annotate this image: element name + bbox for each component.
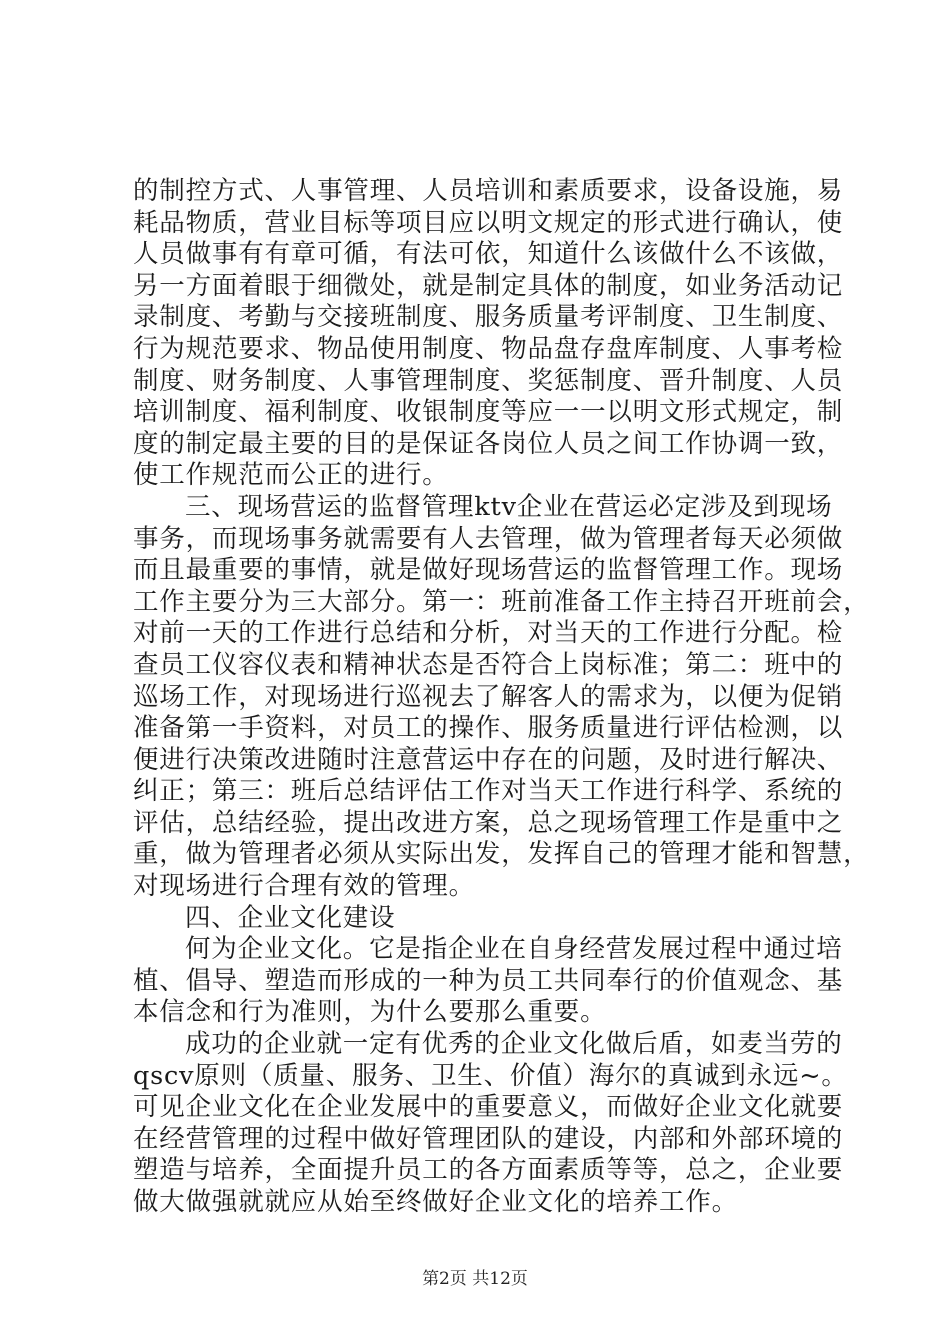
text-line: 准备第一手资料，对员工的操作、服务质量进行评估检测，以 — [133, 713, 844, 744]
text-line: 对前一天的工作进行总结和分析，对当天的工作进行分配。检 — [133, 618, 844, 649]
text-line: 行为规范要求、物品使用制度、物品盘存盘库制度、人事考检 — [133, 333, 844, 364]
text-line: 重，做为管理者必须从实际出发，发挥自己的管理才能和智慧， — [133, 839, 870, 870]
text-line: 本信念和行为准则，为什么要那么重要。 — [133, 997, 607, 1028]
text-line: 塑造与培养，全面提升员工的各方面素质等等，总之，企业要 — [133, 1155, 844, 1186]
text-line: 评估，总结经验，提出改进方案，总之现场管理工作是重中之 — [133, 807, 844, 838]
text-line: 人员做事有有章可循，有法可依，知道什么该做什么不该做， — [133, 239, 844, 270]
text-line: 对现场进行合理有效的管理。 — [133, 871, 475, 902]
text-line: 巡场工作，对现场进行巡视去了解客人的需求为，以便为促销 — [133, 681, 844, 712]
text-line: 使工作规范而公正的进行。 — [133, 460, 449, 491]
text-line: 而且最重要的事情，就是做好现场营运的监督管理工作。现场 — [133, 555, 844, 586]
text-line: 纠正；第三：班后总结评估工作对当天工作进行科学、系统的 — [133, 776, 844, 807]
text-line: 何为企业文化。它是指企业在自身经营发展过程中通过培 — [185, 934, 843, 965]
text-line: 的制控方式、人事管理、人员培训和素质要求，设备设施，易 — [133, 176, 844, 206]
text-line: 培训制度、福利制度、收银制度等应一一以明文形式规定，制 — [133, 397, 844, 428]
text-line: 查员工仪容仪表和精神状态是否符合上岗标准；第二：班中的 — [133, 649, 844, 680]
text-line: 便进行决策改进随时注意营运中存在的问题，及时进行解决、 — [133, 744, 844, 775]
text-line: 录制度、考勤与交接班制度、服务质量考评制度、卫生制度、 — [133, 302, 844, 333]
text-line: 做大做强就就应从始至终做好企业文化的培养工作。 — [133, 1187, 738, 1217]
text-line: 事务，而现场事务就需要有人去管理，做为管理者每天必须做 — [133, 523, 844, 554]
text-line: 在经营管理的过程中做好管理团队的建设，内部和外部环境的 — [133, 1123, 844, 1154]
text-line: 另一方面着眼于细微处，就是制定具体的制度，如业务活动记 — [133, 270, 844, 301]
text-line: 三、现场营运的监督管理ktv企业在营运必定涉及到现场 — [185, 491, 833, 522]
text-line: 四、企业文化建设 — [185, 902, 396, 933]
text-line: qscv原则（质量、服务、卫生、价值）海尔的真诚到永远~。 — [133, 1060, 848, 1091]
text-line: 可见企业文化在企业发展中的重要意义，而做好企业文化就要 — [133, 1092, 844, 1123]
body-text — [133, 176, 870, 1219]
text-line: 成功的企业就一定有优秀的企业文化做后盾，如麦当劳的 — [185, 1029, 843, 1060]
text-line: 植、倡导、塑造而形成的一种为员工共同奉行的价值观念、基 — [133, 965, 844, 996]
text-line: 工作主要分为三大部分。第一：班前准备工作主持召开班前会， — [133, 586, 870, 617]
text-line: 制度、财务制度、人事管理制度、奖惩制度、晋升制度、人员 — [133, 365, 844, 396]
page-footer: 第2页 共12页 — [422, 1269, 528, 1289]
text-line: 度的制定最主要的目的是保证各岗位人员之间工作协调一致， — [133, 428, 844, 459]
text-line: 耗品物质，营业目标等项目应以明文规定的形式进行确认，使 — [133, 207, 844, 238]
